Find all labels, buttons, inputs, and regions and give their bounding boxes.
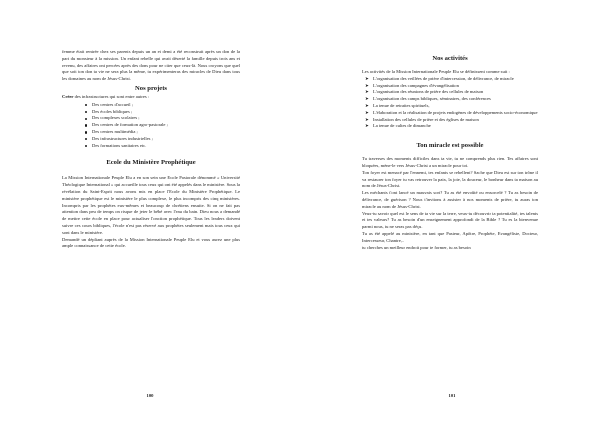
list-item: ➤ La tenue de cultes de dimanche: [365, 123, 431, 129]
list-item: ➤ L'organisation des réunions de prière des cellules de maison: [365, 89, 484, 95]
list-item: ➤ Installation des cellules de prière et des églises de maison: [365, 116, 479, 122]
list-item: Des centres d'accueil ;: [62, 102, 240, 109]
list-item: Des formations sanitaires etc.: [62, 143, 240, 150]
miracle-paragraph-5: Tu as été appelé au ministère, en tant que Pasteur, Apôtre, Prophète, Evangéliste, Docteur, Intercesseur, Chantre,..: [362, 230, 538, 243]
arrow-bullet-icon: ➤: [365, 102, 369, 108]
page-number-right: 101: [448, 393, 456, 398]
arrow-bullet-icon: ➤: [365, 82, 369, 88]
miracle-paragraph-3: Les méchants t'ont lancé un mauvais sort? Tu as été envoûté ou ensorcelé ? Tu as besoin de délivrance, de guérison ? Nous t'invitons à assister à nos moments de prière, tu auras ton miracle au nom de Jésus-Christ.: [362, 190, 538, 209]
list-item: ➤ L'organisation des veillées de prière d'intercession, de délivrance, de miracle: [365, 75, 514, 81]
list-item: Des complexes scolaires ;: [62, 115, 240, 122]
create-intro-rest: des infrastructures qui sont entre autres :: [73, 93, 150, 99]
right-column: [362, 49, 538, 251]
miracle-paragraph-6: tu cherches un meilleur endroit pour te former, tu as besoin: [362, 244, 471, 250]
school-paragraph-2: Demandé un dépliant auprès de la Mission Internationale Peuple Elu et vous aurez une plus ample connaissance de cette école.: [62, 236, 240, 249]
intro-paragraph: femme était rentrée chez ses parents depuis un an et demi a été reconstruit après un don de la part du monsieur à la mission. Un enfant rebelle qui avait déserté la famille depuis trois ans et revenu, des affaires ont percées après des dons pour ne citer que ceux-là. Nous croyons que quel que soit ton don ta vie ne sera plus la même, tu expérimenteras des miracles de Dieu dans tous les domaines au nom de Jésus-Christ.: [62, 49, 240, 82]
right-page: [300, 0, 600, 424]
activities-list: [362, 76, 538, 130]
list-item: ➤ La tenue de retraites spirituels,: [365, 102, 430, 108]
list-item: Des écoles bibliques ;: [62, 109, 240, 116]
arrow-bullet-icon: ➤: [365, 89, 369, 95]
projects-list: [62, 102, 240, 150]
projects-heading: Nos projets: [135, 84, 167, 92]
miracle-paragraph-2: Ton foyer est menacé par l'ennemi, tes enfants se rebellent? Sache que Dieu est sur ton trône il va restaurer ton foyer tu vas retrouver la paix, la joie, la douceur, le bonheur dans ta maison au nom de Jésus-Christ.: [362, 169, 538, 189]
miracle-heading: Ton miracle est possible: [416, 142, 484, 150]
arrow-bullet-icon: ➤: [365, 109, 369, 115]
list-item: ➤ L'organisation des camps bibliques, séminaires, des conférences: [365, 96, 491, 102]
arrow-bullet-icon: ➤: [365, 116, 369, 122]
list-item: ➤ L'élaboration et la réalisation de projets endogènes de développements socio-économique: [365, 109, 538, 115]
list-item: ➤ L'organisation des campagnes d'évangélisation: [365, 82, 459, 88]
create-intro: [62, 94, 240, 101]
activities-heading: Nos activités: [432, 55, 468, 62]
page-number-left: 100: [146, 393, 154, 398]
school-heading: Ecole du Ministère Prophétique: [106, 159, 196, 167]
arrow-bullet-icon: ➤: [365, 123, 369, 129]
activities-intro: Les activités de la Mission Internationale Peuple Elu se définissent comme suit :: [362, 69, 510, 74]
list-item: Des infrastructures industrielles ;: [62, 136, 240, 143]
create-word: Créer: [62, 93, 74, 99]
school-paragraph-1: La Mission Internationale Peuple Elu a en son sein une Ecole Pastorale dénommé « Université Théologique International » qui accueille tous ceux qui ont été appelés dans le ministère. Sous la révélation du Saint-Esprit nous avons mis en place l'Ecole du Ministère Prophétique. Le ministère prophétique est le ministère le plus complexe, le plus incompris des cinq ministères. Incompris par les prophètes eux-mêmes et beaucoup de chrétiens ensuite. Si on ne fait pas attention dans peu de temps on risque de jeter le bébé avec l'eau du bain. Dieu nous a demandé de mettre cette école en place pour actualiser l'onction prophétique. Tous les leaders doivent suivre ces cours bibliques, l'école n'est pas réservé aux prophètes seulement mais tous ceux qui sont dans le ministère.: [62, 175, 240, 235]
list-item: Des centres de formation agro-pastorale ;: [62, 122, 240, 129]
arrow-bullet-icon: ➤: [365, 96, 369, 102]
arrow-bullet-icon: ➤: [365, 75, 369, 81]
left-column: [62, 49, 240, 250]
miracle-paragraph-1: Tu traverses des moments difficiles dans ta vie, tu ne comprends plus rien. Tes affaires sont bloquées, mène-le vers Jésus-Christ a un miracle pour toi.: [362, 156, 538, 168]
list-item: Des centres multimédia ;: [62, 129, 240, 136]
miracle-paragraph-4: Veux-tu savoir quel est le sens de ta vie sur la terre, veux-tu découvrir ta potentialité, tes talents et tes valeurs? Tu as besoin d'un enseignement approfondi de la Bible ? Tu es la bienvenue parmi nous, tu ne seras pas déçu.: [362, 210, 538, 230]
